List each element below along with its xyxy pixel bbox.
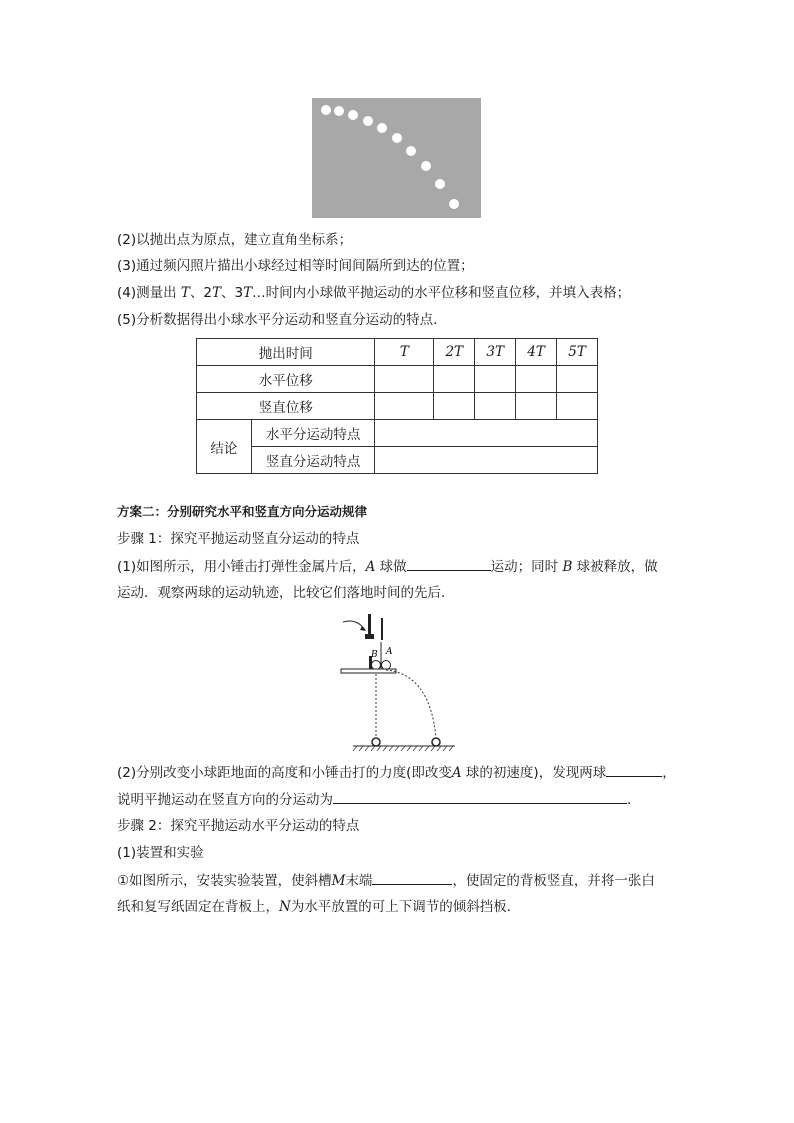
symbol-a: A <box>451 765 462 781</box>
step-4-part: 、3 <box>221 285 244 301</box>
step-3-text: (3)通过频闪照片描出小球经过相等时间间隔所到达的位置； <box>117 258 474 274</box>
symbol-m: M <box>331 873 346 889</box>
symbol-t: T <box>180 285 190 301</box>
table-row <box>197 447 598 474</box>
ball-image <box>377 123 387 133</box>
empty-cell[interactable] <box>434 393 475 420</box>
step-2-text: (2)以抛出点为原点，建立直角坐标系； <box>117 232 353 248</box>
answer-blank[interactable] <box>407 556 491 571</box>
symbol-t: T <box>212 285 222 301</box>
ball-image <box>392 133 402 143</box>
stroboscopic-photo <box>312 98 481 218</box>
p1-part: (1)如图所示，用小锤击打弹性金属片后， <box>117 559 366 575</box>
p1-part: 运动；同时 <box>490 559 563 575</box>
step1-heading: 步骤 1：探究平抛运动竖直分运动的特点 <box>117 531 360 547</box>
empty-cell[interactable] <box>516 366 557 393</box>
ball-a-landed <box>432 738 440 746</box>
p2-part: (2)分别改变小球距地面的高度和小锤击打的力度(即改变 <box>117 765 452 781</box>
ball-image <box>321 105 331 115</box>
symbol-b: B <box>562 559 573 575</box>
answer-blank[interactable] <box>333 789 627 804</box>
time-header-cell: 抛出时间 <box>197 339 375 366</box>
symbol-t: T <box>243 285 253 301</box>
table-row <box>197 420 598 447</box>
label-a: A <box>386 647 393 657</box>
empty-cell[interactable] <box>434 366 475 393</box>
empty-cell[interactable] <box>475 366 516 393</box>
p2-part: 说明平抛运动在竖直方向的分运动为 <box>117 792 333 808</box>
table-row <box>197 339 598 366</box>
answer-blank[interactable] <box>372 870 452 885</box>
q1-part: 末端 <box>345 873 373 889</box>
symbol-a: A <box>365 559 376 575</box>
time-cell: 5T <box>557 339 598 366</box>
plan2-title: 方案二：分别研究水平和竖直方向分运动规律 <box>117 504 368 519</box>
label-b: B <box>371 650 378 660</box>
plan2-p2-line1 <box>117 762 676 783</box>
ground-hatching <box>353 746 453 751</box>
step2-heading: 步骤 2：探究平抛运动水平分运动的特点 <box>117 818 360 834</box>
step-4-part: (4)测量出 <box>117 285 181 301</box>
table-row <box>197 366 598 393</box>
p1-part: 球被释放，做 <box>572 559 658 575</box>
apparatus-diagram <box>335 612 460 754</box>
platform <box>341 669 396 673</box>
empty-cell[interactable] <box>375 420 598 447</box>
step-4-part: 、2 <box>189 285 213 301</box>
p2-part: ， <box>662 765 676 781</box>
empty-cell[interactable] <box>516 393 557 420</box>
empty-cell[interactable] <box>557 366 598 393</box>
ball-b <box>372 661 381 670</box>
ball-image <box>406 146 416 156</box>
plan2-q1-line2 <box>117 897 520 917</box>
q1-part: ①如图所示，安装实验装置，使斜槽 <box>117 873 332 889</box>
step-5-text: (5)分析数据得出小球水平分运动和竖直分运动的特点． <box>117 312 447 328</box>
time-cell: 4T <box>516 339 557 366</box>
p2-part: 球的初速度)，发现两球 <box>461 765 607 781</box>
step-4-text <box>117 283 630 303</box>
plan2-p2-line2 <box>117 789 641 810</box>
ball-b-landed <box>372 738 380 746</box>
row-label-vertical: 竖直位移 <box>197 393 375 420</box>
apparatus-heading: (1)装置和实验 <box>117 845 204 861</box>
time-cell: 3T <box>475 339 516 366</box>
data-table <box>196 338 598 474</box>
q2-part: 为水平放置的可上下调节的倾斜挡板． <box>290 899 521 915</box>
answer-blank[interactable] <box>606 762 662 777</box>
plan2-q1-line1 <box>117 870 655 891</box>
row-label-horizontal: 水平位移 <box>197 366 375 393</box>
ball-a <box>382 661 391 670</box>
parabolic-trajectory <box>386 670 436 738</box>
time-cell: T <box>375 339 434 366</box>
empty-cell[interactable] <box>557 393 598 420</box>
ball-image <box>435 179 445 189</box>
hammer-handle <box>368 614 371 636</box>
conclusion-vertical-label: 竖直分运动特点 <box>251 447 375 474</box>
p2-part: ． <box>627 792 641 808</box>
plan2-p1-line2: 运动．观察两球的运动轨迹，比较它们落地时间的先后． <box>117 585 455 601</box>
empty-cell[interactable] <box>375 447 598 474</box>
empty-cell[interactable] <box>375 393 434 420</box>
conclusion-label: 结论 <box>197 420 252 474</box>
conclusion-horizontal-label: 水平分运动特点 <box>251 420 375 447</box>
ball-image <box>334 106 344 116</box>
ball-image <box>348 110 358 120</box>
step-4-part: …时间内小球做平抛运动的水平位移和竖直位移，并填入表格； <box>252 285 631 301</box>
q2-part: 纸和复写纸固定在背板上， <box>117 899 279 915</box>
time-cell: 2T <box>434 339 475 366</box>
upright-rod <box>381 618 383 640</box>
plan2-p1-line1 <box>117 556 658 577</box>
ball-image <box>363 116 373 126</box>
table-row <box>197 393 598 420</box>
q1-part: ，使固定的背板竖直，并将一张白 <box>452 873 655 889</box>
symbol-n: N <box>279 899 291 915</box>
hammer-head <box>365 634 374 639</box>
empty-cell[interactable] <box>375 366 434 393</box>
empty-cell[interactable] <box>475 393 516 420</box>
ball-image <box>449 199 459 209</box>
p1-part: 球做 <box>375 559 407 575</box>
ball-image <box>421 161 431 171</box>
